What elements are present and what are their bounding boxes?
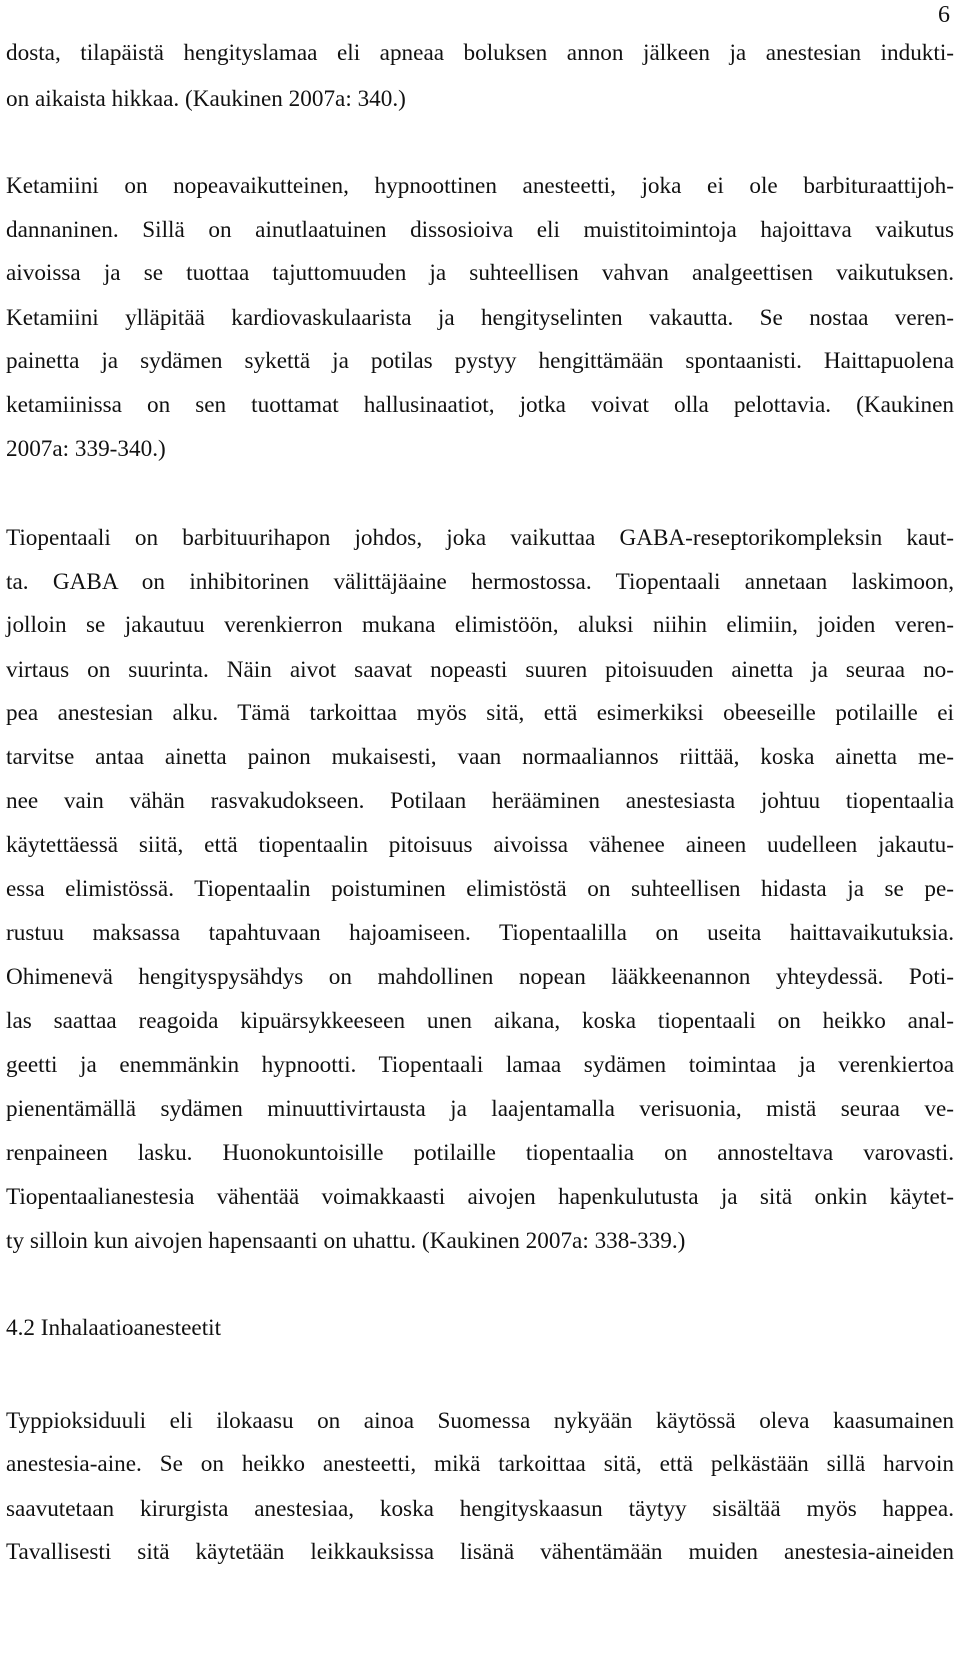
text-line: aivoissa ja se tuottaa tajuttomuuden ja suhteellisen vahvan analgeettisen vaikutuksen. xyxy=(6,260,954,286)
page-number: 6 xyxy=(938,2,950,28)
text-line: las saattaa reagoida kipuärsykkeeseen unen aikana, koska tiopentaali on heikko anal- xyxy=(6,1008,954,1034)
text-line: saavutetaan kirurgista anestesiaa, koska hengityskaasun täytyy sisältää myös happea. xyxy=(6,1496,954,1522)
text-line: geetti ja enemmänkin hypnootti. Tiopentaali lamaa sydämen toimintaa ja verenkiertoa xyxy=(6,1052,954,1078)
text-line: painetta ja sydämen sykettä ja potilas pystyy hengittämään spontaanisti. Haittapuolena xyxy=(6,348,954,374)
text-line: on aikaista hikkaa. (Kaukinen 2007a: 340.) xyxy=(6,86,406,112)
text-line: ketamiinissa on sen tuottamat hallusinaatiot, jotka voivat olla pelottavia. (Kaukinen xyxy=(6,392,954,418)
text-line: Typpioksiduuli eli ilokaasu on ainoa Suomessa nykyään käytössä oleva kaasumainen xyxy=(6,1408,954,1434)
section-heading: 4.2 Inhalaatioanesteetit xyxy=(6,1315,222,1341)
text-line: jolloin se jakautuu verenkierron mukana elimistöön, aluksi niihin elimiin, joiden veren- xyxy=(6,612,954,638)
text-line: Ohimenevä hengityspysähdys on mahdollinen nopean lääkkeenannon yhteydessä. Poti- xyxy=(6,964,954,990)
text-line: Tiopentaalianestesia vähentää voimakkaasti aivojen hapenkulutusta ja sitä onkin käytet- xyxy=(6,1184,954,1210)
text-line: ta. GABA on inhibitorinen välittäjäaine hermostossa. Tiopentaali annetaan laskimoon, xyxy=(6,569,954,595)
text-line: nee vain vähän rasvakudokseen. Potilaan herääminen anestesiasta johtuu tiopentaalia xyxy=(6,788,954,814)
text-line: essa elimistössä. Tiopentaalin poistuminen elimistöstä on suhteellisen hidasta ja se pe- xyxy=(6,876,954,902)
text-line: pea anestesian alku. Tämä tarkoittaa myös sitä, että esimerkiksi obeeseille potilaille ei xyxy=(6,700,954,726)
text-line: Tiopentaali on barbituurihapon johdos, joka vaikuttaa GABA-reseptorikompleksin kaut- xyxy=(6,525,954,551)
text-line: 2007a: 339-340.) xyxy=(6,436,166,462)
text-line: Ketamiini on nopeavaikutteinen, hypnoottinen anesteetti, joka ei ole barbituraattijoh- xyxy=(6,173,954,199)
text-line: Tavallisesti sitä käytetään leikkauksissa lisänä vähentämään muiden anestesia-aineiden xyxy=(6,1539,954,1565)
text-line: Ketamiini ylläpitää kardiovaskulaarista ja hengityselinten vakautta. Se nostaa veren- xyxy=(6,305,954,331)
text-line: renpaineen lasku. Huonokuntoisille potilaille tiopentaalia on annosteltava varovasti. xyxy=(6,1140,954,1166)
text-line: anestesia-aine. Se on heikko anesteetti, mikä tarkoittaa sitä, että pelkästään sillä harvoin xyxy=(6,1451,954,1477)
text-line: ty silloin kun aivojen hapensaanti on uhattu. (Kaukinen 2007a: 338-339.) xyxy=(6,1228,686,1254)
text-line: pienentämällä sydämen minuuttivirtausta ja laajentamalla verisuonia, mistä seuraa ve- xyxy=(6,1096,954,1122)
text-line: dannaninen. Sillä on ainutlaatuinen dissosioiva eli muistitoimintoja hajoittava vaikutus xyxy=(6,217,954,243)
text-line: virtaus on suurinta. Näin aivot saavat nopeasti suuren pitoisuuden ainetta ja seuraa no- xyxy=(6,657,954,683)
text-line: käytettäessä siitä, että tiopentaalin pitoisuus aivoissa vähenee aineen uudelleen jakautu- xyxy=(6,832,954,858)
text-line: rustuu maksassa tapahtuvaan hajoamiseen. Tiopentaalilla on useita haittavaikutuksia. xyxy=(6,920,954,946)
text-line: tarvitse antaa ainetta painon mukaisesti, vaan normaaliannos riittää, koska ainetta me- xyxy=(6,744,954,770)
text-line: dosta, tilapäistä hengityslamaa eli apneaa boluksen annon jälkeen ja anestesian indukti- xyxy=(6,40,954,66)
